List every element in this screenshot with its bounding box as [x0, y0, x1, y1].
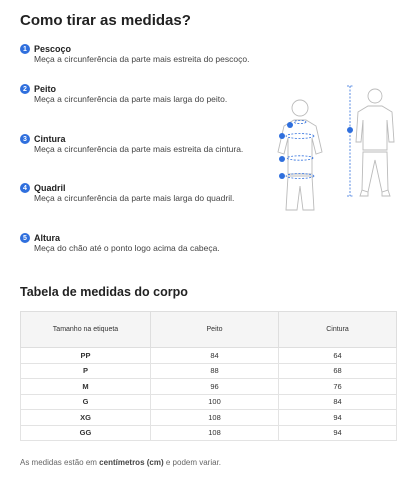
- waist-cell: 84: [279, 394, 397, 410]
- size-cell: GG: [21, 425, 151, 441]
- column-header-size: Tamanho na etiqueta: [21, 312, 151, 348]
- step-title: Peito: [34, 84, 57, 94]
- body-measurement-illustration: [270, 78, 410, 228]
- note-unit: centímetros (cm): [99, 458, 164, 467]
- step-title: Cintura: [34, 134, 66, 144]
- table-row: [21, 348, 397, 364]
- table-row: [21, 410, 397, 426]
- step-height: [20, 233, 260, 254]
- step-description: Meça a circunferência da parte mais estreita da cintura.: [34, 144, 244, 154]
- note-suffix: e podem variar.: [165, 458, 222, 467]
- chest-cell: 84: [151, 348, 279, 364]
- chest-cell: 100: [151, 394, 279, 410]
- step-chest: [20, 84, 260, 105]
- step-number-badge: 4: [20, 183, 30, 193]
- chest-cell: 88: [151, 363, 279, 379]
- note-prefix: As medidas estão em: [20, 458, 97, 467]
- size-cell: M: [21, 379, 151, 395]
- step-waist: [20, 134, 260, 155]
- size-cell: XG: [21, 410, 151, 426]
- step-description: Meça a circunferência da parte mais larga do peito.: [34, 94, 228, 104]
- step-title: Pescoço: [34, 44, 72, 54]
- waist-cell: 64: [279, 348, 397, 364]
- step-title: Quadril: [34, 183, 66, 193]
- chest-cell: 108: [151, 425, 279, 441]
- step-neck: [20, 44, 260, 65]
- table-row: [21, 379, 397, 395]
- step-number-badge: 3: [20, 134, 30, 144]
- step-title: Altura: [34, 233, 61, 243]
- table-header-row: [21, 312, 397, 348]
- table-row: [21, 394, 397, 410]
- step-number-badge: 5: [20, 233, 30, 243]
- step-description: Meça a circunferência da parte mais larga do quadril.: [34, 193, 235, 203]
- size-cell: P: [21, 363, 151, 379]
- units-note: [20, 458, 221, 467]
- size-table-title: Tabela de medidas do corpo: [20, 285, 188, 299]
- table-row: [21, 363, 397, 379]
- chest-cell: 96: [151, 379, 279, 395]
- page-title: Como tirar as medidas?: [20, 12, 191, 29]
- step-description: Meça do chão até o ponto logo acima da cabeça.: [34, 243, 220, 253]
- waist-cell: 68: [279, 363, 397, 379]
- waist-cell: 94: [279, 425, 397, 441]
- waist-cell: 94: [279, 410, 397, 426]
- waist-cell: 76: [279, 379, 397, 395]
- step-number-badge: 2: [20, 84, 30, 94]
- size-table: [20, 311, 397, 441]
- column-header-waist: Cintura: [279, 312, 397, 348]
- size-cell: G: [21, 394, 151, 410]
- chest-cell: 108: [151, 410, 279, 426]
- table-row: [21, 425, 397, 441]
- step-number-badge: 1: [20, 44, 30, 54]
- step-description: Meça a circunferência da parte mais estreita do pescoço.: [34, 54, 250, 64]
- size-cell: PP: [21, 348, 151, 364]
- step-hip: [20, 183, 260, 204]
- column-header-chest: Peito: [151, 312, 279, 348]
